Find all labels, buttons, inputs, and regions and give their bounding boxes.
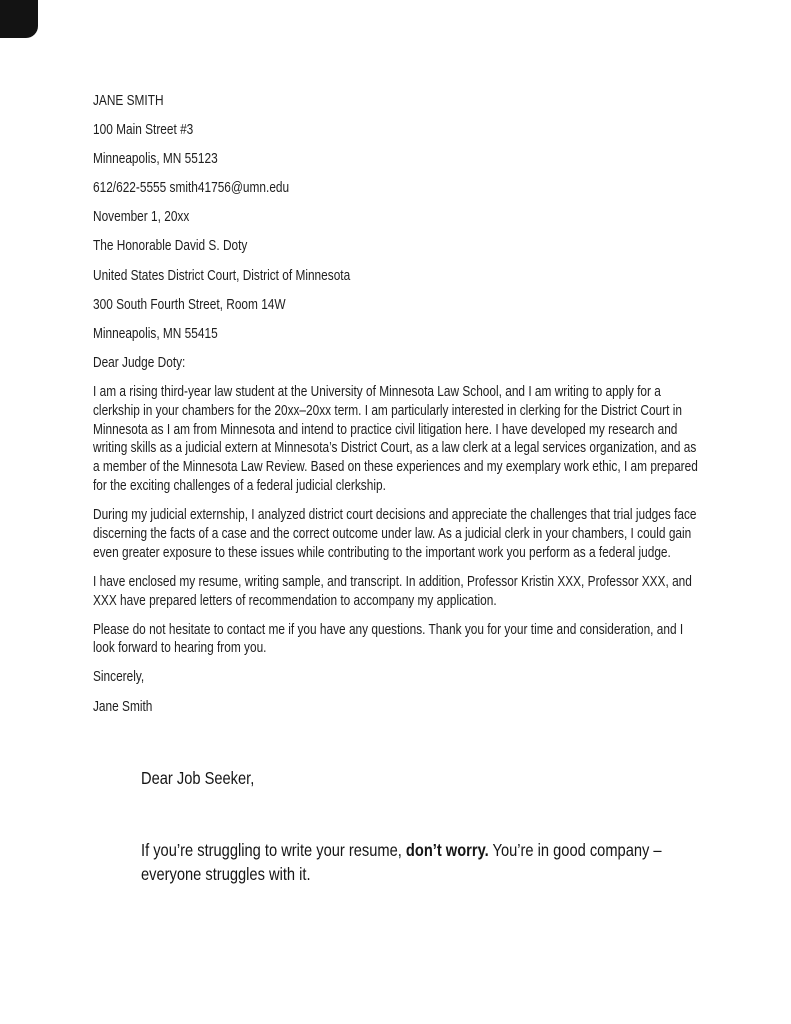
recipient-address-line1: 300 South Fourth Street, Room 14W — [93, 296, 286, 313]
letter-paragraph-2: During my judicial externship, I analyzed district court decisions and appreciate the challenges that trial judges face discerning the facts of a case and the correct outcome under law. As a judicial clerk in your chambers, I could gain even greater exposure to these issues while contributing to the important work you perform as a federal judge. — [93, 507, 697, 561]
recipient-address-line2: Minneapolis, MN 55415 — [93, 325, 218, 342]
recipient-name: The Honorable David S. Doty — [93, 238, 248, 255]
cover-letter — [93, 92, 701, 727]
note-body-lead: If you’re struggling to write your resume, — [141, 840, 406, 860]
note-salutation: Dear Job Seeker, — [141, 768, 255, 788]
sender-address-line2: Minneapolis, MN 55123 — [93, 151, 218, 168]
letter-closing: Sincerely, — [93, 669, 145, 686]
note-body-bold-emphasis: don’t worry. — [405, 840, 489, 860]
recipient-court: United States District Court, District of Minnesota — [93, 267, 351, 284]
letter-date: November 1, 20xx — [93, 209, 190, 226]
sender-address-line1: 100 Main Street #3 — [93, 122, 194, 139]
letter-salutation: Dear Judge Doty: — [93, 354, 186, 371]
job-seeker-note — [141, 766, 669, 886]
letter-paragraph-4: Please do not hesitate to contact me if you have any questions. Thank you for your time and consideration, and I look forward to hearing from you. — [93, 621, 684, 657]
letter-paragraph-1: I am a rising third-year law student at the University of Minnesota Law School, and I am writing to apply for a clerkship in your chambers for the 20xx–20xx term. I am particularly interested in clerking for the District Court in Minnesota as I am from Minnesota and intend to practice civil litigation here. I have developed my research and writing skills as a judicial extern at Minnesota’s District Court, as a law clerk at a legal services organization, and as a member of the Minnesota Law Review. Based on these experiences and my exemplary work ethic, I am prepared for the exciting challenges of a federal judicial clerkship. — [93, 383, 698, 494]
note-body — [141, 838, 669, 886]
note-body-tail: You’re in good company – everyone struggles with it. — [141, 840, 662, 884]
sender-contact: 612/622-5555 smith41756@umn.edu — [93, 180, 290, 197]
letter-paragraph-3: I have enclosed my resume, writing sample, and transcript. In addition, Professor Kristin XXX, Professor XXX, and XXX have prepared letters of recommendation to accompany my application. — [93, 573, 692, 609]
sender-name: JANE SMITH — [93, 93, 164, 109]
corner-artifact — [0, 0, 38, 38]
signature-name: Jane Smith — [93, 698, 153, 715]
